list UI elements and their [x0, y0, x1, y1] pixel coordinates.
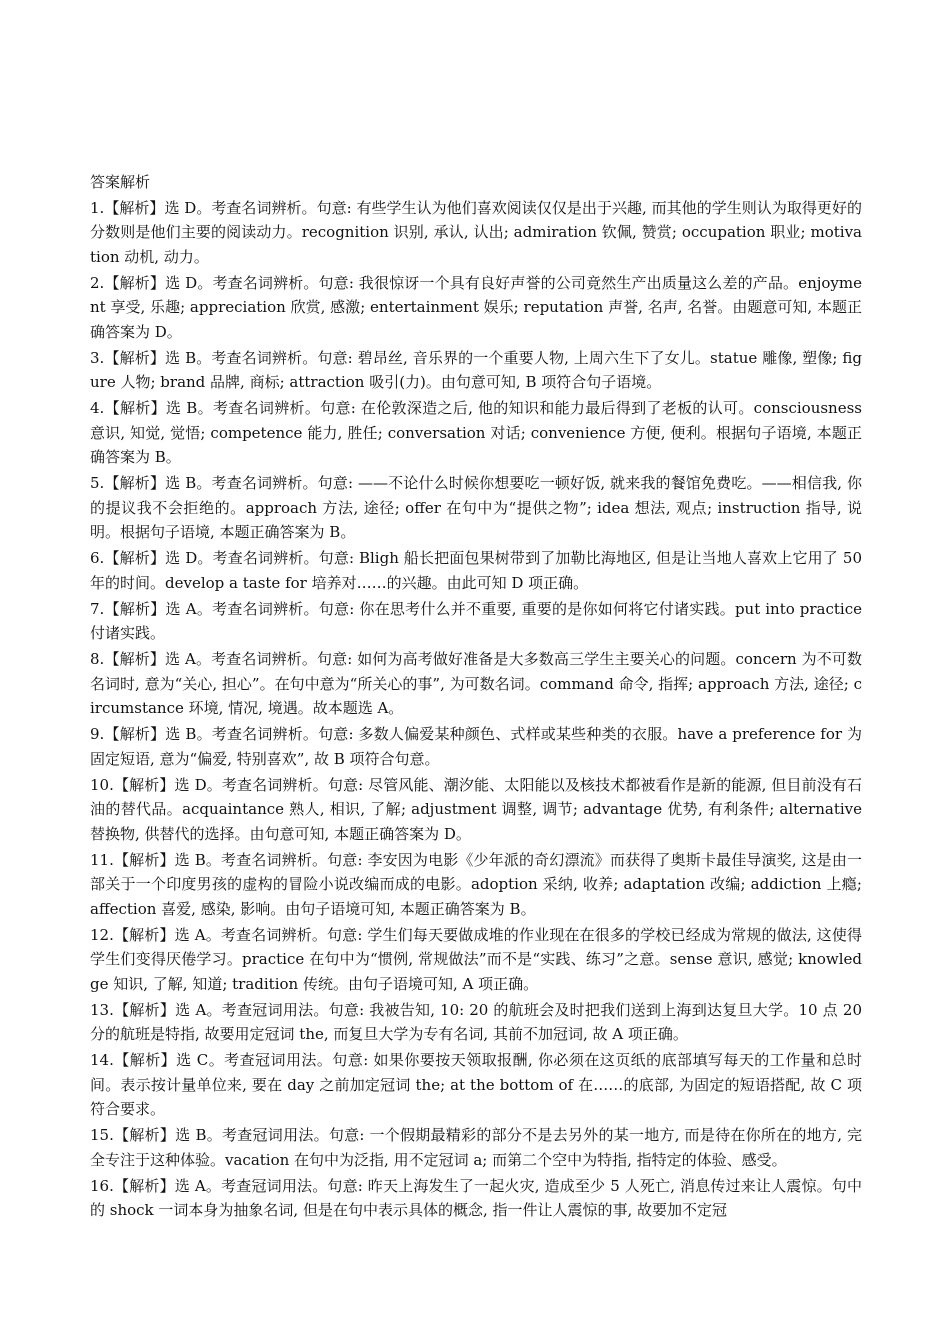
answer-item-12: 12.【解析】选 A。考查名词辨析。句意: 学生们每天要做成堆的作业现在在很多的学校已经成为常规的做法, 这使得学生们变得厌倦学习。practice 在句中为“惯例, 常规做法”而不是“实践、练习”之意。sense 意识, 感觉; knowledge 知识, 了解, 知道; tradition 传统。由句子语境可知, A 项正确。 — [90, 925, 862, 993]
answer-item-8: 8.【解析】选 A。考查名词辨析。句意: 如何为高考做好准备是大多数高三学生主要关心的问题。concern 为不可数名词时, 意为“关心, 担心”。在句中意为“所关心的事”, 为可数名词。command 命令, 指挥; approach 方法, 途径; circumstance 环境, 情况, 境遇。故本题选 A。 — [90, 650, 862, 717]
answer-item-10: 10.【解析】选 D。考查名词辨析。句意: 尽管风能、潮汐能、太阳能以及核技术都被看作是新的能源, 但目前没有石油的替代品。acquaintance 熟人, 相识, 了解; adjustment 调整, 调节; advantage 优势, 有利条件; alternative 替换物, 供替代的选择。由句意可知, 本题正确答案为 D。 — [90, 775, 862, 843]
answer-item-4: 4.【解析】选 B。考查名词辨析。句意: 在伦敦深造之后, 他的知识和能力最后得到了老板的认可。consciousness 意识, 知觉, 觉悟; competence 能力, 胜任; conversation 对话; convenience 方便, 便利。根据句子语境, 本题正确答案为 B。 — [90, 399, 862, 466]
answer-item-2: 2.【解析】选 D。考查名词辨析。句意: 我很惊讶一个具有良好声誉的公司竟然生产出质量这么差的产品。enjoyment 享受, 乐趣; appreciation 欣赏, 感激; entertainment 娱乐; reputation 声誉, 名声, 名誉。由题意可知, 本题正确答案为 D。 — [90, 273, 862, 341]
answer-analysis-page — [90, 170, 862, 1224]
answer-item-13: 13.【解析】选 A。考查冠词用法。句意: 我被告知, 10: 20 的航班会及时把我们送到上海到达复旦大学。10 点 20 分的航班是特指, 故要用定冠词 the, 而复旦大学为专有名词, 其前不加冠词, 故 A 项正确。 — [90, 1000, 862, 1043]
section-heading: 答案解析 — [90, 173, 151, 191]
answer-list — [90, 196, 862, 1223]
answer-item-15: 15.【解析】选 B。考查冠词用法。句意: 一个假期最精彩的部分不是去另外的某一地方, 而是待在你所在的地方, 完全专注于这种体验。vacation 在句中为泛指, 用不定冠词 a; 而第二个空中为特指, 指特定的体验、感受。 — [90, 1126, 862, 1169]
answer-item-16: 16.【解析】选 A。考查冠词用法。句意: 昨天上海发生了一起火灾, 造成至少 5 人死亡, 消息传过来让人震惊。句中的 shock 一词本身为抽象名词, 但是在句中表示具体的概念, 指一件让人震惊的事, 故要加不定冠 — [90, 1176, 862, 1219]
answer-item-5: 5.【解析】选 B。考查名词辨析。句意: ——不论什么时候你想要吃一顿好饭, 就来我的餐馆免费吃。——相信我, 你的提议我不会拒绝的。approach 方法, 途径; offer 在句中为“提供之物”; idea 想法, 观点; instruction 指导, 说明。根据句子语境, 本题正确答案为 B。 — [90, 474, 862, 541]
answer-item-6: 6.【解析】选 D。考查名词辨析。句意: Bligh 船长把面包果树带到了加勒比海地区, 但是让当地人喜欢上它用了 50 年的时间。develop a taste for 培养对……的兴趣。由此可知 D 项正确。 — [90, 549, 862, 592]
answer-item-14: 14.【解析】选 C。考查冠词用法。句意: 如果你要按天领取报酬, 你必须在这页纸的底部填写每天的工作量和总时间。表示按计量单位来, 要在 day 之前加定冠词 the; at the bottom of 在……的底部, 为固定的短语搭配, 故 C 项符合要求。 — [90, 1051, 862, 1118]
answer-item-9: 9.【解析】选 B。考查名词辨析。句意: 多数人偏爱某种颜色、式样或某些种类的衣服。have a preference for 为固定短语, 意为“偏爱, 特别喜欢”, 故 B 项符合句意。 — [90, 725, 862, 768]
answer-item-11: 11.【解析】选 B。考查名词辨析。句意: 李安因为电影《少年派的奇幻漂流》而获得了奥斯卡最佳导演奖, 这是由一部关于一个印度男孩的虚构的冒险小说改编而成的电影。adoption 采纳, 收养; adaptation 改编; addiction 上瘾; affection 喜爱, 感染, 影响。由句子语境可知, 本题正确答案为 B。 — [90, 850, 862, 918]
answer-item-1: 1.【解析】选 D。考查名词辨析。句意: 有些学生认为他们喜欢阅读仅仅是出于兴趣, 而其他的学生则认为取得更好的分数则是他们主要的阅读动力。recognition 识别, 承认, 认出; admiration 钦佩, 赞赏; occupation 职业; motivation 动机, 动力。 — [90, 198, 862, 266]
answer-item-7: 7.【解析】选 A。考查名词辨析。句意: 你在思考什么并不重要, 重要的是你如何将它付诸实践。put into practice 付诸实践。 — [90, 599, 862, 642]
answer-item-3: 3.【解析】选 B。考查名词辨析。句意: 碧昂丝, 音乐界的一个重要人物, 上周六生下了女儿。statue 雕像, 塑像; figure 人物; brand 品牌, 商标; attraction 吸引(力)。由句意可知, B 项符合句子语境。 — [90, 348, 862, 391]
